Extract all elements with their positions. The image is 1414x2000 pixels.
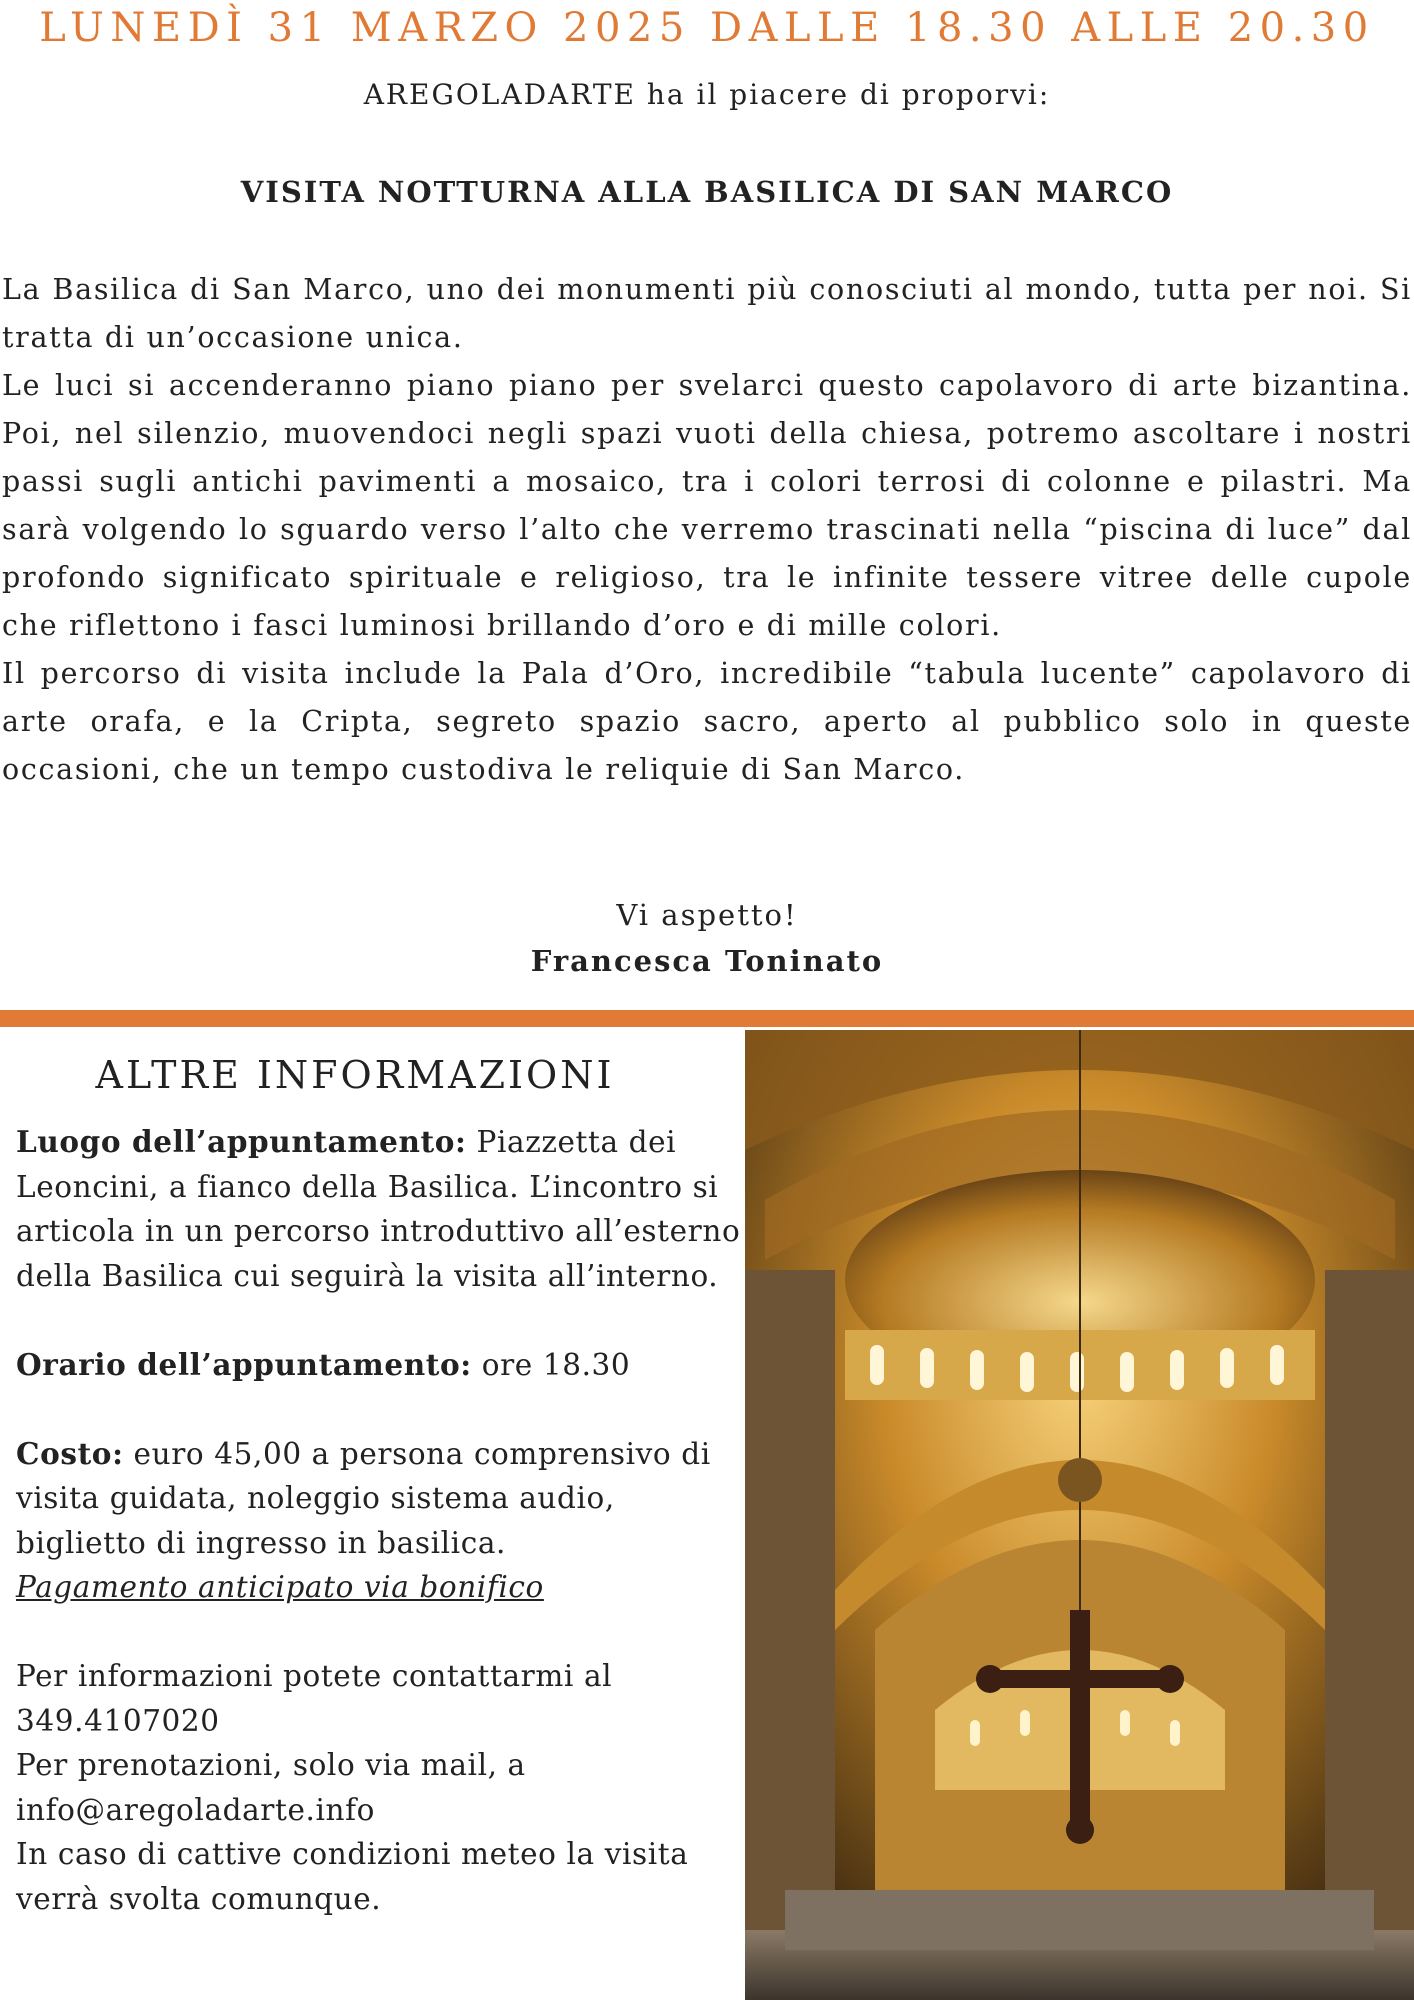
info-heading: ALTRE INFORMAZIONI [95, 1053, 615, 1097]
cost-value: euro 45,00 a persona comprensivo di visita guidata, noleggio sistema audio, biglietto di ingresso in basilica. [16, 1436, 711, 1560]
meeting-place [16, 1120, 746, 1298]
closing [0, 892, 1414, 984]
cost-label: Costo: [16, 1435, 124, 1471]
basilica-interior-photo [745, 1030, 1414, 2000]
description-paragraph-3: Il percorso di visita include la Pala d’Oro, incredibile “tabula lucente” capolavoro di arte orafa, e la Cripta, segreto spazio sacro, aperto al pubblico solo in queste occasioni, che un tempo custodiva le reliquie di San Marco. [2, 657, 1412, 786]
contact-phone: Per informazioni potete contattarmi al 349.4107020 [16, 1659, 613, 1738]
info-section [16, 1120, 746, 1921]
payment-note: Pagamento anticipato via bonifico [16, 1570, 544, 1604]
meeting-place-value: Piazzetta dei Leoncini, a fianco della Basilica. L’incontro si articola in un percorso introduttivo all’esterno della Basilica cui seguirà la visita all’interno. [16, 1125, 741, 1293]
cost [16, 1432, 746, 1566]
orange-divider [0, 1010, 1414, 1027]
meeting-time-label: Orario dell’appuntamento: [16, 1346, 472, 1382]
meeting-time [16, 1343, 746, 1388]
weather-note: In caso di cattive condizioni meteo la visita verrà svolta comunque. [16, 1837, 689, 1916]
basilica-interior-illustration [745, 1030, 1414, 2000]
closing-greeting: Vi aspetto! [616, 898, 798, 932]
meeting-place-label: Luogo dell’appuntamento: [16, 1124, 467, 1159]
signature: Francesca Toninato [530, 944, 884, 978]
description-paragraph-1: La Basilica di San Marco, uno dei monumenti più conosciuti al mondo, tutta per noi. Si tratta di un’occasione unica. [2, 273, 1412, 354]
description-paragraph-2: Le luci si accenderanno piano piano per svelarci questo capolavoro di arte bizantina. Poi, nel silenzio, muovendoci negli spazi vuoti della chiesa, potremo ascoltare i nostri passi sugli antichi pavimenti a mosaico, tra i colori terrosi di colonne e pilastri. Ma sarà volgendo lo sguardo verso l’alto che verremo trascinati nella “piscina di luce” dal profondo significato spirituale e religioso, tra le infinite tessere vitree delle cupole che riflettono i fasci luminosi brillando d’oro e di mille colori. [2, 369, 1412, 642]
event-date-heading: LUNEDÌ 31 MARZO 2025 DALLE 18.30 ALLE 20.30 [39, 5, 1375, 51]
intro-line: AREGOLADARTE ha il piacere di proporvi: [363, 78, 1051, 111]
contact-email: Per prenotazioni, solo via mail, a info@aregoladarte.info [16, 1748, 526, 1827]
meeting-time-value: ore 18.30 [471, 1347, 631, 1382]
event-description [2, 266, 1412, 794]
event-title: VISITA NOTTURNA ALLA BASILICA DI SAN MARCO [240, 175, 1174, 209]
